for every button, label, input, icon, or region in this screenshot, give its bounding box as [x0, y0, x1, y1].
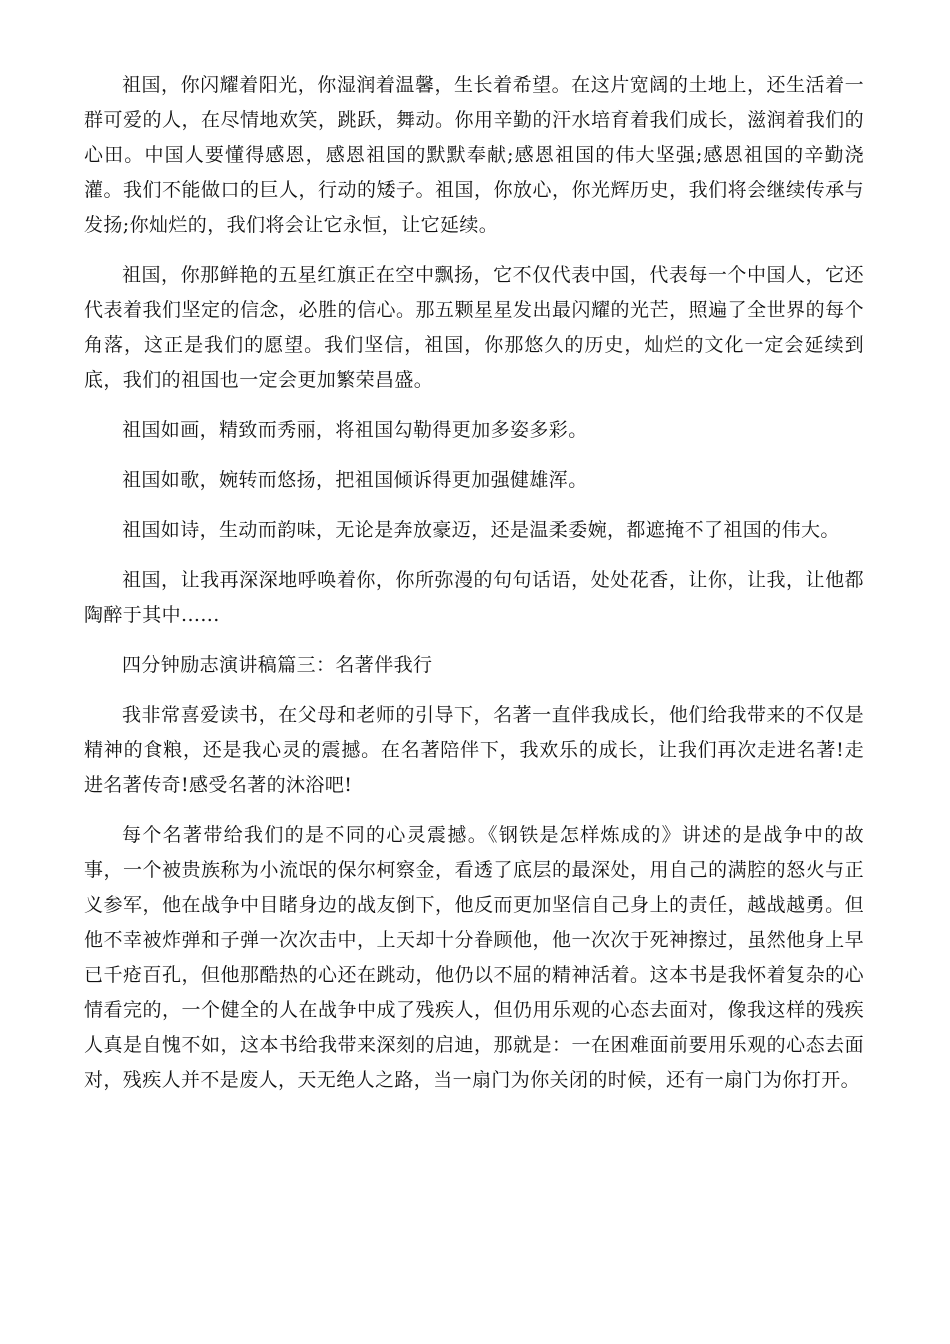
paragraph-motherland-poem: 祖国如诗，生动而韵味，无论是奔放豪迈，还是温柔委婉，都遮掩不了祖国的伟大。	[122, 519, 840, 541]
paragraph-motherland-painting: 祖国如画，精致而秀丽，将祖国勾勒得更加多姿多彩。	[122, 419, 588, 441]
paragraph-five-star-flag: 祖国，你那鲜艳的五星红旗正在空中飘扬，它不仅代表中国，代表每一个中国人，它还代表着我们坚定的信念，必胜的信心。那五颗星星发出最闪耀的光芒，照遍了全世界的每个角落，这正是我们的愿望。我们坚信，祖国，你那悠久的历史，灿烂的文化一定会延续到底，我们的祖国也一定会更加繁荣昌盛。	[84, 264, 864, 391]
document-page	[84, 68, 864, 1113]
paragraph-call-motherland: 祖国，让我再深深地呼唤着你，你所弥漫的句句话语，处处花香，让你，让我，让他都陶醉于其中......	[84, 569, 864, 626]
paragraph-motherland-sunshine: 祖国，你闪耀着阳光，你湿润着温馨，生长着希望。在这片宽阔的土地上，还生活着一群可爱的人，在尽情地欢笑，跳跃，舞动。你用辛勤的汗水培育着我们成长，滋润着我们的心田。中国人要懂得感恩，感恩祖国的默默奉献;感恩祖国的伟大坚强;感恩祖国的辛勤浇灌。我们不能做口的巨人，行动的矮子。祖国，你放心，你光辉历史，我们将会继续传承与发扬;你灿烂的，我们将会让它永恒，让它延续。	[84, 74, 864, 236]
paragraph-steel-tempered: 每个名著带给我们的是不同的心灵震撼。《钢铁是怎样炼成的》讲述的是战争中的故事，一个被贵族称为小流氓的保尔柯察金，看透了底层的最深处，用自己的满腔的怒火与正义参军，他在战争中目睹身边的战友倒下，他反而更加坚信自己身上的责任，越战越勇。但他不幸被炸弹和子弹一次次击中，上天却十分眷顾他，他一次次于死神擦过，虽然他身上早已千疮百孔，但他那酷热的心还在跳动，他仍以不屈的精神活着。这本书是我怀着复杂的心情看完的，一个健全的人在战争中成了残疾人，但仍用乐观的心态去面对，像我这样的残疾人真是自愧不如，这本书给我带来深刻的启迪，那就是：一在困难面前要用乐观的心态去面对，残疾人并不是废人，天无绝人之路，当一扇门为你关闭的时候，还有一扇门为你打开。	[84, 824, 864, 1091]
paragraph-love-reading: 我非常喜爱读书，在父母和老师的引导下，名著一直伴我成长，他们给我带来的不仅是精神的食粮，还是我心灵的震撼。在名著陪伴下，我欢乐的成长，让我们再次走进名著!走进名著传奇!感受名著的沐浴吧!	[84, 704, 864, 796]
paragraph-motherland-song: 祖国如歌，婉转而悠扬，把祖国倾诉得更加强健雄浑。	[122, 469, 588, 491]
section-heading: 四分钟励志演讲稿篇三：名著伴我行	[122, 654, 433, 676]
